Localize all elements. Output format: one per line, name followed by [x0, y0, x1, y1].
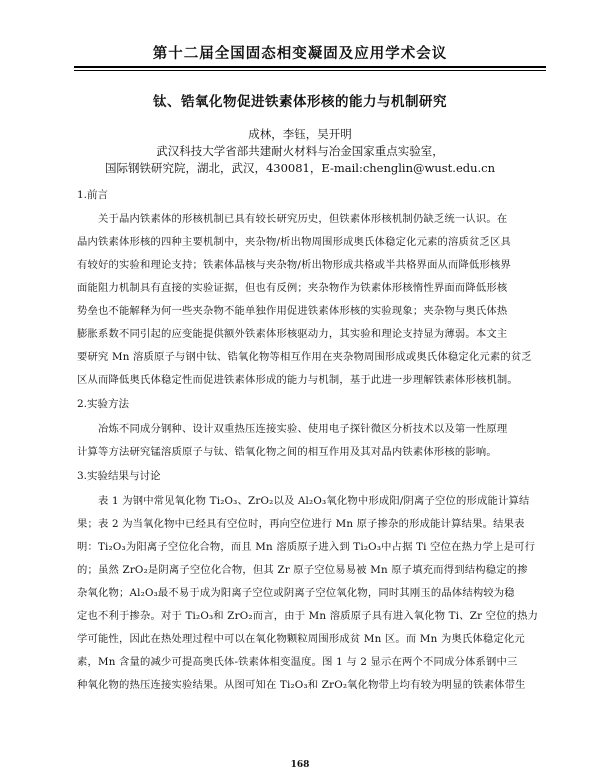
- body-line: 冶炼不同成分钢种、设计双重热压连接实验、使用电子探针微区分析技术以及第一性原理: [98, 423, 508, 435]
- body-line: 面能阻力机制具有直接的实验证据，但也有反例；夹杂物作为铁素体形核惰性界面而降低形核: [77, 282, 508, 294]
- header-rule-thin: [74, 70, 546, 71]
- paper-title: 钛、锆氧化物促进铁素体形核的能力与机制研究: [153, 94, 447, 110]
- header-rule-thick: [74, 66, 546, 68]
- body-line: 晶内铁素体形核的四种主要机制中，夹杂物/析出物周围形成奥氏体稳定化元素的溶质贫乏区具: [77, 236, 512, 248]
- affiliation-1: 武汉科技大学省部共建耐火材料与冶金国家重点实验室，: [156, 144, 444, 158]
- authors: 成林，李钰，吴开明: [248, 127, 352, 141]
- body-line: 势垒也不能解释为何一些夹杂物不能单独作用促进铁素体形核的实验现象；夹杂物与奥氏体热: [77, 305, 508, 317]
- body-line: 区从而降低奥氏体稳定性而促进铁素体形成的能力与机制，基于此进一步理解铁素体形核机制。: [77, 374, 518, 386]
- body-line: 素，Mn 含量的减少可提高奥氏体-铁素体相变温度。图 1 与 2 显示在两个不同成分体系钢中三: [77, 656, 518, 668]
- body-line: 学可能性，因此在热处理过程中可以在氧化物颗粒周围形成贫 Mn 区。而 Mn 为奥氏体稳定化元: [77, 633, 525, 645]
- body-line: 的；虽然 ZrO₂是阴离子空位化合物，但其 Zr 原子空位易易被 Mn 原子填充而得到结构稳定的掺: [77, 564, 528, 576]
- body-line: 膨胀系数不同引起的应变能提供额外铁素体形核驱动力，其实验和理论支持显为薄弱。本文主: [77, 328, 508, 340]
- section-heading-method: 2.实验方法: [77, 398, 130, 410]
- page-number: 168: [290, 760, 310, 770]
- body-line: 杂氧化物；Al₂O₃最不易于成为阳离子空位或阴离子空位氧化物，同时其刚玉的晶体结构较为稳: [77, 587, 515, 599]
- body-line: 定也不利于掺杂。对于 Ti₂O₃和 ZrO₂而言，由于 Mn 溶质原子具有进入氧化物 Ti、Zr 空位的热力: [77, 610, 539, 622]
- section-heading-intro: 1.前言: [77, 189, 109, 201]
- body-line: 计算等方法研究锰溶质原子与钛、锆氧化物之间的相互作用及其对晶内铁素体形核的影响。: [77, 446, 497, 458]
- body-line: 关于晶内铁素体的形核机制已具有较长研究历史，但铁素体形核机制仍缺乏统一认识。在: [98, 213, 508, 225]
- body-line: 有较好的实验和理论支持；铁素体晶核与夹杂物/析出物形成共格或半共格界面从而降低形核界: [77, 259, 512, 271]
- affiliation-2: 国际钢铁研究院，湖北，武汉，430081，E-mail:chenglin@wust.edu.cn: [104, 161, 496, 175]
- section-heading-results: 3.实验结果与讨论: [77, 470, 161, 482]
- body-line: 明：Ti₂O₃为阳离子空位化合物，而且 Mn 溶质原子进入到 Ti₂O₃中占据 Ti 空位在热力学上是可行: [77, 541, 536, 553]
- body-line: 种氧化物的热压连接实验结果。从图可知在 Ti₂O₃和 ZrO₂氧化物带上均有较为明显的铁素体带生: [77, 679, 526, 691]
- body-line: 表 1 为钢中常见氧化物 Ti₂O₃、ZrO₂以及 Al₂O₃氧化物中形成阳/阴离子空位的形成能计算结: [98, 495, 530, 507]
- conference-header: 第十二届全国固态相变凝固及应用学术会议: [152, 46, 448, 62]
- body-line: 果；表 2 为当氧化物中已经具有空位时，再向空位进行 Mn 原子掺杂的形成能计算结果。结果表: [77, 518, 525, 530]
- body-line: 要研究 Mn 溶质原子与钢中钛、锆氧化物等相互作用在夹杂物周围形成或奥氏体稳定化元素的贫乏: [77, 351, 532, 363]
